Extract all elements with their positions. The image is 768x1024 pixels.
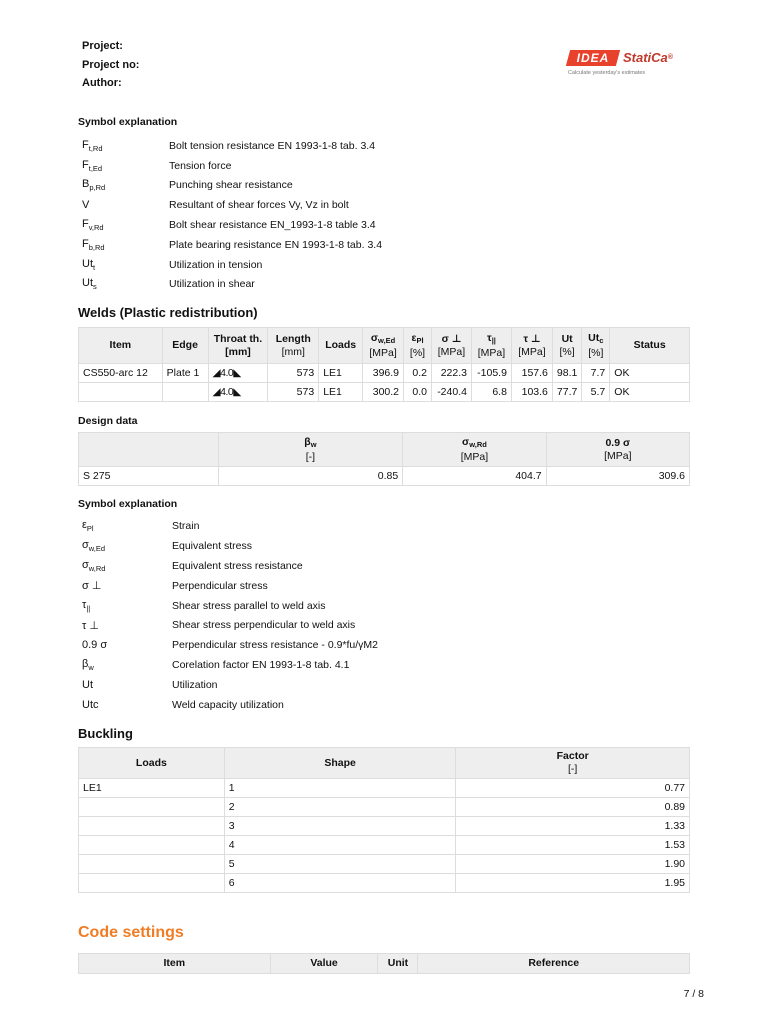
- symbol-description: Utilization: [172, 679, 218, 692]
- symbol-description: Bolt shear resistance EN_1993-1-8 table 3.4: [169, 219, 376, 232]
- symbol-row: [82, 655, 378, 675]
- design-data-table: [78, 432, 690, 486]
- symbol-description: Utilization in shear: [169, 278, 255, 291]
- cell-item: [79, 383, 163, 402]
- symbol-row: [82, 615, 378, 635]
- cell-sigma-we: 396.9: [363, 364, 404, 383]
- project-label: Project:: [82, 40, 123, 52]
- cell-sigma: 404.7: [403, 467, 546, 486]
- symbol-main: Ut: [82, 679, 93, 692]
- cell-shape: 5: [224, 855, 456, 874]
- symbol-row: [82, 635, 378, 655]
- col-status: Status: [610, 328, 690, 364]
- symbol: [82, 539, 172, 553]
- col-loads: Loads: [319, 328, 363, 364]
- symbol-row: [82, 695, 378, 715]
- symbol: [82, 639, 172, 651]
- design-header-row: [79, 433, 690, 467]
- symbol: [82, 599, 172, 613]
- cell-eps: 0.2: [404, 364, 432, 383]
- welds-table: [78, 327, 690, 402]
- symbol-row: [82, 675, 378, 695]
- symbol: [82, 619, 172, 632]
- col-sigma-perp: σ ⊥ [MPa]: [431, 328, 471, 364]
- symbol: [82, 218, 169, 232]
- cell-tau-par: -105.9: [471, 364, 511, 383]
- table-row: [79, 383, 690, 402]
- cell-ut: 77.7: [552, 383, 581, 402]
- cell-tau-perp: 157.6: [511, 364, 552, 383]
- col-eps: $\varepsilon_{Pl}$ [%]: [404, 328, 432, 364]
- symbol: [82, 238, 169, 252]
- symbol-subscript: t: [93, 262, 96, 272]
- table-row: [79, 874, 690, 893]
- cell-shape: 1: [224, 779, 456, 798]
- cell-loads: [79, 798, 225, 817]
- symbol-explanation-title-2: Symbol explanation: [78, 498, 178, 510]
- symbol-main: F: [82, 237, 89, 250]
- symbol-row: [82, 176, 382, 196]
- symbol-main: σ: [82, 538, 89, 551]
- cell-status: OK: [610, 383, 690, 402]
- cell-status: OK: [610, 364, 690, 383]
- cell-item: CS550-arc 12: [79, 364, 163, 383]
- symbol: [82, 277, 169, 291]
- col-unit: Unit: [378, 954, 418, 974]
- symbol-main: Ut: [82, 277, 93, 290]
- cell-loads: LE1: [79, 779, 225, 798]
- symbol-subscript: Pl: [86, 523, 94, 533]
- cell-shape: 3: [224, 817, 456, 836]
- symbol-subscript: p,Rd: [89, 183, 106, 193]
- cell-factor: 1.53: [456, 836, 690, 855]
- cell-sigma-perp: 222.3: [431, 364, 471, 383]
- cell-sigma09: 309.6: [546, 467, 689, 486]
- table-row: [79, 364, 690, 383]
- col-sigma-wrd: $\sigma_{w,Rd}$ [MPa]: [403, 433, 546, 467]
- cell-sigma-we: 300.2: [363, 383, 404, 402]
- symbol-row: [82, 235, 382, 255]
- symbol-subscript: w: [88, 663, 94, 673]
- symbol-subscript: b,Rd: [88, 242, 105, 252]
- idea-statica-logo: [568, 50, 698, 80]
- col-value: Value: [270, 954, 378, 974]
- col-throat: Throat th. [mm]: [208, 328, 268, 364]
- symbol: [82, 658, 172, 672]
- symbol-description: Equivalent stress: [172, 539, 252, 552]
- cell-utc: 5.7: [582, 383, 610, 402]
- symbol-subscript: t,Rd: [88, 143, 103, 153]
- table-row: [79, 798, 690, 817]
- cell-factor: 1.33: [456, 817, 690, 836]
- symbol-description: Bolt tension resistance EN 1993-1-8 tab. 3.4: [169, 139, 376, 152]
- col-edge: Edge: [162, 328, 208, 364]
- symbol-row: [82, 516, 378, 536]
- cell-loads: LE1: [319, 364, 363, 383]
- cell-loads: [79, 836, 225, 855]
- symbol-row: [82, 215, 382, 235]
- code-settings-header-row: [79, 954, 690, 974]
- cell-throat: ◢4.0◣: [208, 383, 268, 402]
- symbol-description: Corelation factor EN 1993-1-8 tab. 4.1: [172, 659, 350, 672]
- symbol-description: Resultant of shear forces Vy, Vz in bolt: [169, 199, 349, 212]
- welds-header-row: [79, 328, 690, 364]
- col-factor: Factor [-]: [456, 748, 690, 779]
- cell-loads: [79, 874, 225, 893]
- symbol-row: [82, 255, 382, 275]
- col-beta: $\beta_w$ [-]: [218, 433, 403, 467]
- symbol: [82, 178, 169, 192]
- cell-loads: [79, 817, 225, 836]
- symbol-description: Strain: [172, 519, 200, 532]
- symbol-row: [82, 556, 378, 576]
- symbol-row: [82, 156, 382, 176]
- cell-edge: Plate 1: [162, 364, 208, 383]
- symbol-row: [82, 596, 378, 616]
- code-settings-table: [78, 953, 690, 974]
- symbol: [82, 679, 172, 691]
- cell-loads: LE1: [319, 383, 363, 402]
- cell-sigma-perp: -240.4: [431, 383, 471, 402]
- logo-mark: IDEA: [566, 50, 620, 66]
- symbol-description: Plate bearing resistance EN 1993-1-8 tab. 3.4: [169, 238, 383, 251]
- symbol-main: σ ⊥: [82, 580, 102, 593]
- symbol-subscript: w,Rd: [88, 563, 106, 573]
- symbol-row: [82, 536, 378, 556]
- cell-beta: 0.85: [218, 467, 403, 486]
- table-row: [79, 817, 690, 836]
- symbol-main: τ ⊥: [82, 619, 99, 632]
- symbol: [82, 159, 169, 173]
- col-sigma-we: $\sigma_{w,Ed}$ [MPa]: [363, 328, 404, 364]
- welds-title: Welds (Plastic redistribution): [78, 305, 258, 320]
- buckling-title: Buckling: [78, 726, 133, 741]
- cell-length: 573: [268, 364, 319, 383]
- col-item: Item: [79, 954, 271, 974]
- cell-tau-perp: 103.6: [511, 383, 552, 402]
- table-row: [79, 467, 690, 486]
- symbol-list-2: [82, 516, 378, 715]
- symbol: [82, 199, 169, 211]
- symbol: [82, 699, 172, 711]
- table-row: [79, 855, 690, 874]
- symbol-description: Shear stress perpendicular to weld axis: [172, 619, 356, 632]
- symbol-explanation-title-1: Symbol explanation: [78, 116, 178, 128]
- col-loads: Loads: [79, 748, 225, 779]
- symbol-description: Perpendicular stress resistance - 0.9*fu/γM2: [172, 639, 379, 652]
- symbol-row: [82, 136, 382, 156]
- cell-loads: [79, 855, 225, 874]
- symbol-subscript: s: [93, 282, 97, 292]
- cell-factor: 0.77: [456, 779, 690, 798]
- logo-tagline: Calculate yesterday's estimates: [568, 70, 646, 76]
- symbol-row: [82, 275, 382, 295]
- cell-throat: ◢4.0◣: [208, 364, 268, 383]
- symbol-subscript: w,Ed: [88, 543, 106, 553]
- symbol-description: Weld capacity utilization: [172, 698, 284, 711]
- design-data-title: Design data: [78, 415, 138, 427]
- code-settings-title: Code settings: [78, 924, 184, 941]
- col-length: Length [mm]: [268, 328, 319, 364]
- symbol-main: β: [82, 658, 89, 671]
- project-no-label: Project no:: [82, 58, 140, 71]
- cell-material: S 275: [79, 467, 219, 486]
- symbol-main: τ: [82, 598, 87, 611]
- symbol: [82, 519, 172, 533]
- symbol-main: F: [82, 218, 89, 231]
- author-label: Author:: [82, 77, 122, 89]
- symbol-description: Punching shear resistance: [169, 179, 293, 192]
- cell-factor: 1.90: [456, 855, 690, 874]
- symbol-main: ε: [82, 518, 87, 531]
- buckling-header-row: [79, 748, 690, 779]
- symbol-main: B: [82, 178, 90, 191]
- col-reference: Reference: [418, 954, 690, 974]
- symbol-subscript: v,Rd: [88, 223, 104, 233]
- table-row: [79, 836, 690, 855]
- symbol-description: Tension force: [169, 159, 232, 172]
- symbol-description: Utilization in tension: [169, 258, 263, 271]
- symbol-description: Perpendicular stress: [172, 579, 268, 592]
- buckling-table: [78, 747, 690, 893]
- symbol: [82, 579, 172, 592]
- cell-shape: 2: [224, 798, 456, 817]
- col-tau-par: $\tau_{||}$ [MPa]: [471, 328, 511, 364]
- col-sigma09: 0.9 σ [MPa]: [546, 433, 689, 467]
- cell-shape: 6: [224, 874, 456, 893]
- cell-factor: 0.89: [456, 798, 690, 817]
- symbol-list-1: [82, 136, 382, 294]
- col-shape: Shape: [224, 748, 456, 779]
- page-number: 7 / 8: [683, 988, 704, 1000]
- cell-shape: 4: [224, 836, 456, 855]
- cell-edge: [162, 383, 208, 402]
- symbol: [82, 559, 172, 573]
- col-item: Item: [79, 328, 163, 364]
- col-material: [79, 433, 219, 467]
- cell-factor: 1.95: [456, 874, 690, 893]
- project-header: [82, 39, 139, 95]
- col-utc: $Ut_c$ [%]: [582, 328, 610, 364]
- symbol-main: F: [82, 138, 89, 151]
- cell-length: 573: [268, 383, 319, 402]
- cell-eps: 0.0: [404, 383, 432, 402]
- cell-utc: 7.7: [582, 364, 610, 383]
- symbol-main: F: [82, 158, 89, 171]
- symbol: [82, 139, 169, 153]
- symbol-main: V: [82, 199, 90, 212]
- col-tau-perp: τ ⊥ [MPa]: [511, 328, 552, 364]
- symbol-description: Shear stress parallel to weld axis: [172, 599, 326, 612]
- cell-ut: 98.1: [552, 364, 581, 383]
- symbol-main: Utc: [82, 698, 99, 711]
- table-row: [79, 779, 690, 798]
- col-ut: Ut [%]: [552, 328, 581, 364]
- symbol: [82, 258, 169, 272]
- cell-tau-par: 6.8: [471, 383, 511, 402]
- symbol-subscript: ||: [86, 603, 91, 613]
- symbol-main: σ: [82, 558, 89, 571]
- logo-name: StatiCa®: [623, 50, 673, 65]
- symbol-main: Ut: [82, 257, 93, 270]
- symbol-row: [82, 576, 378, 596]
- symbol-row: [82, 195, 382, 215]
- symbol-description: Equivalent stress resistance: [172, 559, 303, 572]
- symbol-main: 0.9 σ: [82, 639, 108, 652]
- symbol-subscript: t,Ed: [88, 163, 103, 173]
